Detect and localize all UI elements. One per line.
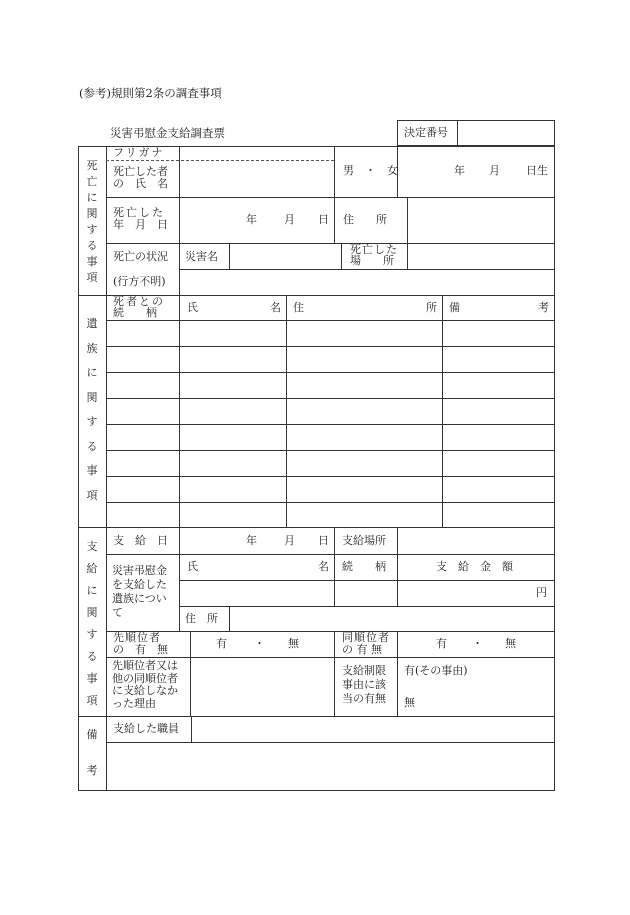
amount-label: 支 給 金 額 [436, 560, 513, 573]
death-status-label: 死亡の状況 [113, 250, 168, 263]
form-title: 災害弔慰金支給調査票 [110, 126, 225, 140]
death-date-year: 年 [246, 213, 257, 226]
remarks-section-label: 備 考 [86, 728, 98, 777]
staff-field[interactable] [192, 717, 554, 742]
reason-field[interactable] [191, 658, 334, 716]
same-exists-label: 同順位者 の 有 無 [342, 631, 390, 656]
birth-day: 日生 [526, 164, 548, 177]
name-header-suffix: 名 [270, 301, 281, 314]
payment-place-label: 支給場所 [342, 534, 386, 547]
payment-section-label: 支 給 に 関 す る 事 項 [86, 540, 98, 707]
furigana-field[interactable] [180, 147, 334, 160]
relation-field[interactable] [335, 581, 397, 606]
payment-date-year: 年 [246, 534, 257, 547]
death-date-month: 月 [284, 213, 295, 226]
prior-yes[interactable]: 有 [216, 637, 227, 650]
disaster-name-field[interactable] [230, 244, 341, 269]
reference-note: (参考)規則第2条の調査事項 [79, 86, 222, 100]
name-header: 氏 [187, 301, 198, 314]
recipient-name-label: 氏 [187, 560, 198, 573]
recipient-address-label: 住 所 [185, 612, 218, 625]
disaster-name-label: 災害名 [185, 250, 218, 263]
birth-year: 年 [454, 164, 465, 177]
missing-field[interactable] [180, 270, 554, 295]
same-no[interactable]: 無 [505, 637, 516, 650]
remarks-header: 備 [449, 301, 460, 314]
gender-option[interactable]: 男 ・ 女 [343, 164, 398, 177]
restriction-yes[interactable]: 有(その事由) [404, 664, 468, 677]
same-yes[interactable]: 有 [436, 637, 447, 650]
prior-dot: ・ [254, 637, 265, 650]
deceased-name-label: 死亡した者 の 氏 名 [113, 165, 168, 190]
decision-number-label: 決定番号 [404, 126, 448, 139]
remarks-field[interactable] [107, 743, 554, 790]
restriction-no[interactable]: 無 [404, 696, 415, 709]
decision-number-field[interactable] [458, 121, 554, 145]
recipient-name-field[interactable] [180, 581, 334, 606]
recipient-label: 災害弔慰金 を支給した 遺族につい て [112, 564, 167, 619]
family-section-label: 遺 族 に 関 す る 事 項 [86, 317, 98, 502]
furigana-label: フリガナ [113, 146, 165, 159]
reason-label: 先順位者又は 他の同順位者 に支給しなか った理由 [112, 659, 178, 710]
payment-date-day: 日 [318, 534, 329, 547]
payment-date-month: 月 [284, 534, 295, 547]
prior-no[interactable]: 無 [288, 637, 299, 650]
restriction-label: 支給制限 事由に該 当の有無 [342, 664, 386, 705]
same-dot: ・ [472, 637, 483, 650]
address-header: 住 [293, 301, 304, 314]
death-place-field[interactable] [408, 244, 554, 269]
death-section-label: 死 亡 に 関 す る 事 項 [86, 159, 98, 284]
recipient-name-suffix: 名 [318, 560, 329, 573]
address-header-suffix: 所 [426, 301, 437, 314]
missing-label: (行方不明) [113, 275, 166, 288]
relation-label: 続 柄 [342, 560, 386, 573]
staff-label: 支給した職員 [113, 722, 179, 735]
death-date-label: 死亡した 年 月 日 [113, 206, 168, 231]
remarks-header-suffix: 考 [538, 301, 549, 314]
death-date-day: 日 [318, 213, 329, 226]
recipient-address-field[interactable] [230, 607, 554, 631]
deceased-name-field[interactable] [180, 161, 334, 197]
address-field[interactable] [408, 198, 554, 243]
address-label: 住 所 [343, 213, 387, 226]
payment-date-label: 支 給 日 [113, 534, 168, 547]
relation-header: 死者との 続 柄 [113, 295, 165, 319]
birth-month: 月 [489, 164, 500, 177]
yen-unit: 円 [536, 586, 547, 599]
prior-exists-label: 先順位者 の 有 無 [113, 631, 168, 656]
death-place-label: 死亡した 場 所 [350, 243, 398, 267]
payment-place-field[interactable] [398, 528, 554, 554]
